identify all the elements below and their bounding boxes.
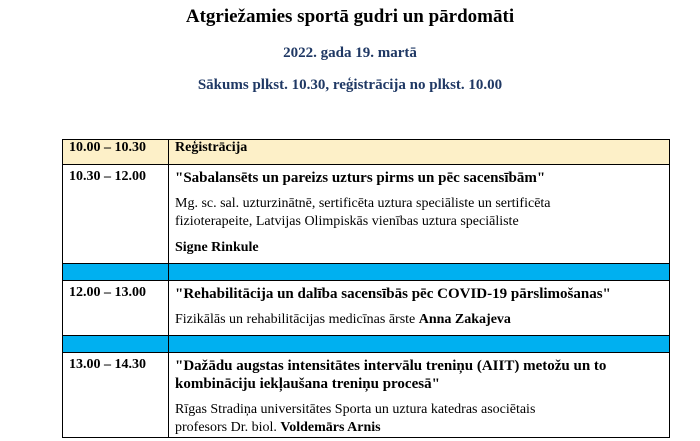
session-1-time: 10.30 – 12.00 — [63, 165, 169, 264]
session-1-desc-line1: Mg. sc. sal. uzturzinātnē, sertificēta uztura speciāliste un sertificēta — [175, 196, 551, 211]
registration-label: Reģistrācija — [169, 140, 670, 165]
session-3-time: 13.00 – 14.30 — [63, 353, 169, 438]
registration-time: 10.00 – 10.30 — [63, 140, 169, 165]
session-2-description — [175, 311, 663, 335]
session-3-speaker: Voldemārs Arnis — [280, 420, 381, 435]
session-row-1 — [63, 165, 670, 264]
session-1-speaker: Signe Rinkule — [175, 240, 259, 255]
session-3-description — [175, 401, 663, 437]
event-start-time: Sākums plkst. 10.30, reģistrācija no plkst. 10.00 — [197, 77, 503, 93]
document-title: Atgriežamies sportā gudri un pārdomāti — [185, 6, 515, 27]
registration-row — [63, 140, 670, 165]
session-3-title-line2: kombināciju iekļaušana treniņu procesā" — [175, 376, 440, 392]
session-1-title: "Sabalansēts un pareizs uzturs pirms un pēc sacensībām" — [175, 170, 546, 186]
session-2-title: "Rehabilitācija un dalība sacensībās pēc COVID-19 pārslimošanas" — [175, 286, 611, 302]
event-date: 2022. gada 19. martā — [283, 45, 417, 61]
session-row-2 — [63, 281, 670, 336]
break-row-1 — [63, 264, 670, 281]
session-3-title — [175, 353, 663, 393]
session-3-desc-line2: profesors Dr. biol. — [175, 420, 281, 435]
session-2-content — [169, 281, 670, 336]
session-1-content — [169, 165, 670, 264]
session-row-3 — [63, 353, 670, 438]
break-row-2 — [63, 336, 670, 353]
session-1-desc-line2: fizioterapeite, Latvijas Olimpiskās vienības uztura speciāliste — [175, 214, 519, 229]
schedule-table — [62, 139, 670, 438]
session-2-desc: Fizikālās un rehabilitācijas medicīnas ārste — [175, 312, 419, 327]
session-3-title-line1: "Dažādu augstas intensitātes intervālu treniņu (AIIT) metožu un to — [175, 358, 607, 374]
session-3-desc-line1: Rīgas Stradiņa universitātes Sporta un uztura katedras asociētais — [175, 402, 536, 417]
session-2-speaker: Anna Zakajeva — [418, 312, 511, 327]
session-2-time: 12.00 – 13.00 — [63, 281, 169, 336]
session-3-content — [169, 353, 670, 438]
session-1-description — [175, 195, 663, 231]
